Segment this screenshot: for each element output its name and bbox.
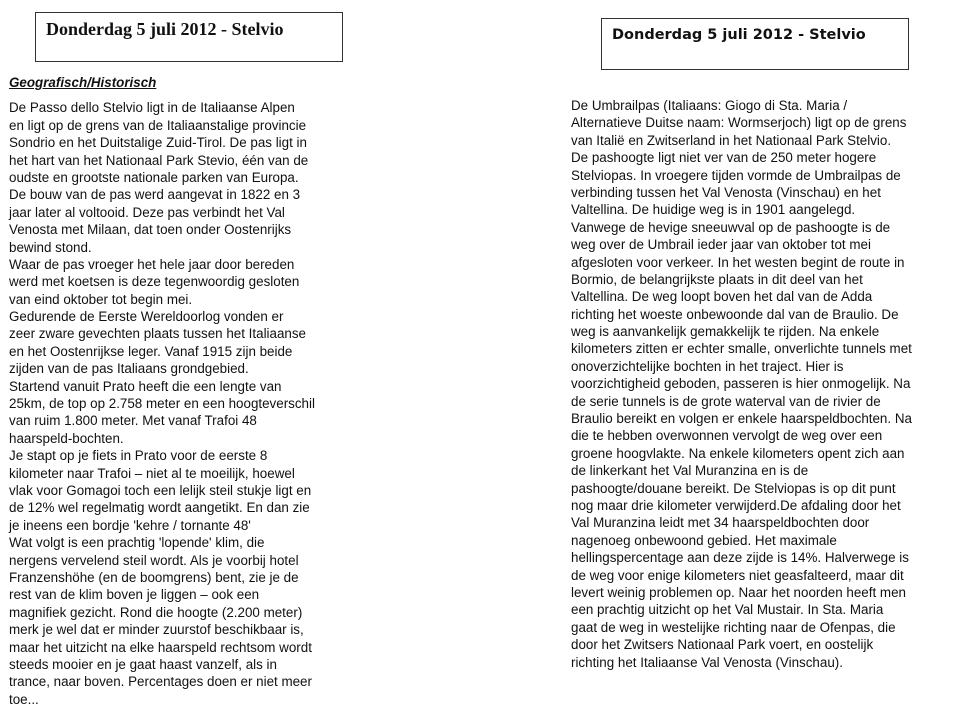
text-line: nergens vervelend steil wordt. Als je voorbij hotel (9, 552, 299, 568)
text-line: merk je wel dat er minder zuurstof beschikbaar is, (9, 622, 304, 638)
text-line: weg over de Umbrail ieder jaar van oktober tot mei (571, 237, 871, 253)
text-line: Val Muranzina leidt met 34 haarspeldbochten door (571, 515, 870, 531)
text-line: levert weinig problemen op. Naar het noorden heeft men (571, 584, 906, 600)
text-line: nagenoeg onbewoond gebied. Het maximale (571, 532, 837, 548)
text-line: Franzenshöhe (en de boomgrens) bent, zie je de (9, 569, 299, 585)
text-line: haarspeld-bochten. (9, 430, 124, 446)
text-line: maar het uitzicht na elke haarspeld rechtsom wordt (9, 639, 312, 655)
text-line: jaar later al voltooid. Deze pas verbindt het Val (9, 204, 285, 220)
text-line: richting het woeste onbewoonde dal van de Braulio. De (571, 306, 899, 322)
text-line: De Passo dello Stelvio ligt in de Italiaanse Alpen (9, 100, 295, 116)
left-title: Donderdag 5 juli 2012 - Stelvio (46, 19, 284, 39)
text-line: weg is aanvankelijk gemakkelijk te rijden. Na enkele (571, 324, 880, 340)
text-line: rest van de klim boven je liggen – ook een (9, 587, 260, 603)
text-line: Stelviopas. In vroegere tijden vormde de Umbrailpas de (571, 167, 901, 183)
text-line: steeds mooier en je gaat haast vanzelf, als in (9, 656, 277, 672)
text-line: hellingspercentage aan deze zijde is 14%. Halverwege is (571, 550, 909, 566)
text-line: Valtellina. De huidige weg is in 1901 aangelegd. (571, 202, 856, 218)
text-line: Je stapt op je fiets in Prato voor de eerste 8 (9, 448, 268, 464)
text-line: van eind oktober tot begin mei. (9, 291, 193, 307)
text-line: oudste en grootste nationale parken van Europa. (9, 169, 299, 185)
text-line: Bormio, de belangrijkste plaats in dit deel van het (571, 271, 863, 287)
right-title-box (601, 18, 909, 70)
text-line: je ineens een bordje 'kehre / tornante 48' (9, 517, 251, 533)
text-line: kilometer naar Trafoi – niet al te moeilijk, hoewel (9, 465, 295, 481)
left-column (9, 74, 359, 708)
text-line: Gedurende de Eerste Wereldoorlog vonden er (9, 309, 284, 325)
text-line: een prachtig uitzicht op het Val Mustair. In Sta. Maria (571, 602, 884, 618)
text-line: verbinding tussen het Val Venosta (Vinschau) en het (571, 184, 881, 200)
text-line: door het Zwitsers Nationaal Park voert, en oostelijk (571, 637, 874, 653)
text-line: het hart van het Nationaal Park Stevio, één van de (9, 152, 309, 168)
text-line: de linkerkant het Val Muranzina en is de (571, 463, 809, 479)
text-line: de weg voor enige kilometers niet geasfalteerd, maar dit (571, 567, 904, 583)
text-line: De pashoogte ligt niet ver van de 250 meter hogere (571, 150, 877, 166)
right-column (571, 97, 960, 671)
text-line: en het Oostenrijkse leger. Vanaf 1915 zijn beide (9, 343, 293, 359)
text-line: Waar de pas vroeger het hele jaar door bereden (9, 256, 295, 272)
text-line: Venosta met Milaan, dat toen onder Oostenrijks (9, 222, 292, 238)
text-line: Valtellina. De weg loopt boven het dal van de Adda (571, 289, 873, 305)
text-line: afgesloten voor verkeer. In het westen begint de route in (571, 254, 905, 270)
text-line: Alternatieve Duitse naam: Wormserjoch) ligt op de grens (571, 115, 907, 131)
right-title: Donderdag 5 juli 2012 - Stelvio (612, 27, 866, 43)
text-line: van ruim 1.800 meter. Met vanaf Trafoi 48 (9, 413, 257, 429)
text-line: onoverzichtelijke bochten in het traject. Hier is (571, 358, 844, 374)
text-line: Startend vanuit Prato heeft die een lengte van (9, 378, 282, 394)
text-line: gaat de weg in westelijke richting naar de Ofenpas, die (571, 619, 896, 635)
text-line: Braulio bereikt en volgen er enkele haarspeldbochten. Na (571, 411, 912, 427)
text-line: en ligt op de grens van de Italiaanstalige provincie (9, 117, 307, 133)
text-line: magnifiek gezicht. Rond die hoogte (2.200 meter) (9, 604, 303, 620)
text-line: toe... (9, 691, 39, 707)
text-line: Vanwege de hevige sneeuwval op de pashoogte is de (571, 219, 891, 235)
text-line: richting het Italiaanse Val Venosta (Vinschau). (571, 654, 843, 670)
text-line: kilometers zitten er echter smalle, onverlichte tunnels met (571, 341, 912, 357)
text-line: trance, naar boven. Percentages doen er niet meer (9, 674, 312, 690)
text-line: zijden van de pas Italiaans grondgebied. (9, 361, 249, 377)
text-line: Sondrio en het Duitstalige Zuid-Tirol. De pas ligt in (9, 135, 307, 151)
text-line: 25km, de top op 2.758 meter en een hoogteverschil (9, 396, 315, 412)
left-title-box (35, 12, 343, 62)
text-line: die te hebben overwonnen vervolgt de weg over een (571, 428, 883, 444)
text-line: zeer zware gevechten plaats tussen het Italiaanse (9, 326, 307, 342)
text-line: werd met koetsen is deze tegenwoordig gesloten (9, 274, 300, 290)
text-line: groene hoogvlakte. Na enkele kilometers opent zich aan (571, 445, 905, 461)
left-section-heading: Geografisch/Historisch (9, 75, 157, 90)
text-line: bewind stond. (9, 239, 92, 255)
text-line: De Umbrailpas (Italiaans: Giogo di Sta. Maria / (571, 98, 848, 113)
left-body-text (9, 99, 359, 708)
text-line: van Italië en Zwitserland in het Nationaal Park Stelvio. (571, 132, 892, 148)
text-line: pashoogte/douane bereikt. De Stelviopas is op dit punt (571, 480, 896, 496)
text-line: nog maar drie kilometer verwijderd.De afdaling door het (571, 497, 901, 513)
text-line: De bouw van de pas werd aangevat in 1822 en 3 (9, 187, 301, 203)
text-line: Wat volgt is een prachtig 'lopende' klim, die (9, 535, 265, 551)
text-line: vlak voor Gomagoi toch een lelijk steil stukje ligt en (9, 483, 312, 498)
right-body-text (571, 97, 960, 671)
text-line: de 12% wel regelmatig wordt aangetikt. En dan zie (9, 500, 310, 516)
text-line: de serie tunnels is de grote waterval van de rivier de (571, 393, 881, 409)
text-line: voorzichtigheid geboden, passeren is hier onmogelijk. Na (571, 376, 911, 392)
